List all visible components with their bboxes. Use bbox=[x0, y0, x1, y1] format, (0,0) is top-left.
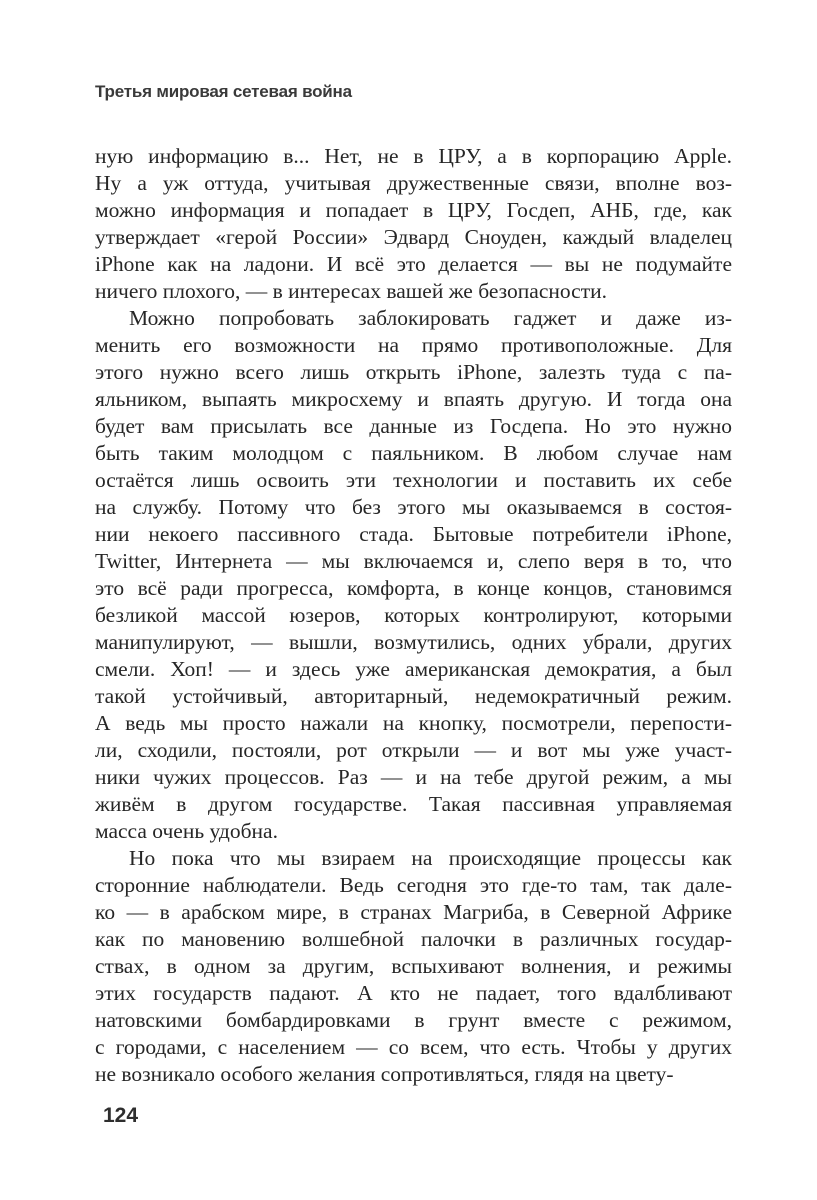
text-line: как по мановению волшебной палочки в различных государ- bbox=[95, 927, 732, 951]
text-line: сторонние наблюдатели. Ведь сегодня это где-то там, так дале- bbox=[95, 873, 732, 897]
text-line: ли, сходили, постояли, рот открыли — и вот мы уже участ- bbox=[95, 738, 732, 762]
text-line: iPhone как на ладони. И всё это делается — вы не подумайте bbox=[95, 252, 732, 276]
text-line: быть таким молодцом с паяльником. В любом случае нам bbox=[95, 441, 732, 465]
text-line: масса очень удобна. bbox=[95, 819, 278, 843]
text-line: ную информацию в... Нет, не в ЦРУ, а в корпорацию Apple. bbox=[95, 144, 732, 168]
text-line: ники чужих процессов. Раз — и на тебе другой режим, а мы bbox=[95, 765, 732, 789]
text-line: этих государств падают. А кто не падает, того вдалбливают bbox=[95, 981, 732, 1005]
text-line: живём в другом государстве. Такая пассивная управляемая bbox=[95, 792, 732, 816]
text-line: манипулируют, — вышли, возмутились, одних убрали, других bbox=[95, 630, 732, 654]
text-line: смели. Хоп! — и здесь уже американская демократия, а был bbox=[95, 657, 732, 681]
text-line: будет вам присылать все данные из Госдепа. Но это нужно bbox=[95, 414, 732, 438]
text-line: натовскими бомбардировками в грунт вместе с режимом, bbox=[95, 1008, 732, 1032]
text-line: Но пока что мы взираем на происходящие процессы как bbox=[129, 846, 732, 870]
text-line: Twitter, Интернета — мы включаемся и, слепо веря в то, что bbox=[95, 549, 732, 573]
text-line: ничего плохого, — в интересах вашей же безопасности. bbox=[95, 279, 608, 303]
text-line: это всё ради прогресса, комфорта, в конце концов, становимся bbox=[95, 576, 732, 600]
text-line: нии некоего пассивного стада. Бытовые потребители iPhone, bbox=[95, 522, 732, 546]
running-header: Третья мировая сетевая война bbox=[95, 82, 352, 101]
text-line: А ведь мы просто нажали на кнопку, посмотрели, перепости- bbox=[95, 711, 732, 735]
text-block bbox=[95, 143, 732, 1088]
text-line: на службу. Потому что без этого мы оказываемся в состоя- bbox=[95, 495, 732, 519]
page-number: 124 bbox=[103, 1104, 139, 1127]
text-line: Можно попробовать заблокировать гаджет и даже из- bbox=[129, 306, 732, 330]
text-line: яльником, выпаять микросхему и впаять другую. И тогда она bbox=[95, 387, 732, 411]
text-line: такой устойчивый, авторитарный, недемократичный режим. bbox=[95, 684, 732, 708]
text-line: с городами, с населением — со всем, что есть. Чтобы у других bbox=[95, 1035, 732, 1059]
text-line: менить его возможности на прямо противоположные. Для bbox=[95, 333, 732, 357]
text-line: можно информация и попадает в ЦРУ, Госдеп, АНБ, где, как bbox=[95, 198, 732, 222]
text-line: этого нужно всего лишь открыть iPhone, залезть туда с па- bbox=[95, 360, 732, 384]
text-line: ствах, в одном за другим, вспыхивают волнения, и режимы bbox=[95, 954, 732, 978]
paragraph bbox=[95, 845, 732, 1088]
text-line: Ну а уж оттуда, учитывая дружественные связи, вполне воз- bbox=[95, 171, 732, 195]
paragraph bbox=[95, 305, 732, 845]
text-line: ко — в арабском мире, в странах Магриба, в Северной Африке bbox=[95, 900, 732, 924]
text-line: остаётся лишь освоить эти технологии и поставить их себе bbox=[95, 468, 732, 492]
paragraph bbox=[95, 143, 732, 305]
text-line: утверждает «герой России» Эдвард Сноуден, каждый владелец bbox=[95, 225, 732, 249]
text-line: не возникало особого желания сопротивляться, глядя на цвету- bbox=[95, 1062, 674, 1086]
text-line: безликой массой юзеров, которых контролируют, которыми bbox=[95, 603, 732, 627]
